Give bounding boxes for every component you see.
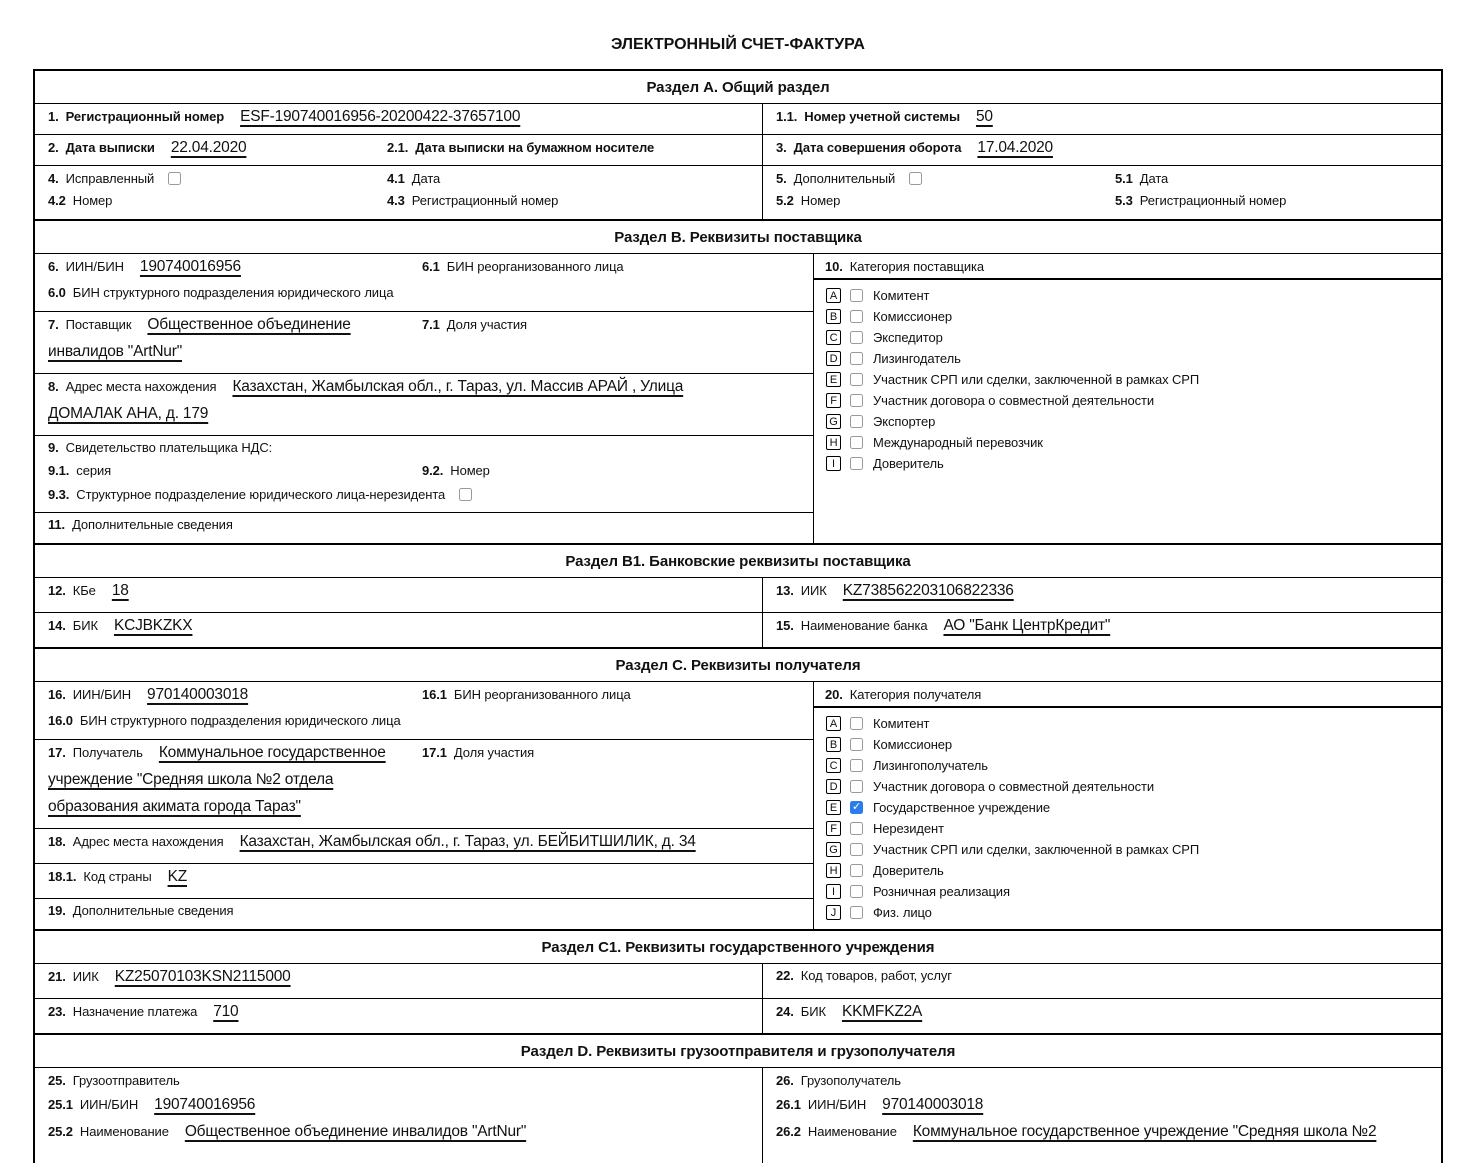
row-16 xyxy=(35,682,813,739)
row-7 xyxy=(35,311,813,373)
row-8 xyxy=(35,373,813,435)
category-checkbox[interactable] xyxy=(850,373,863,386)
section-c-body xyxy=(35,682,1441,929)
supplier-category-d: D Лизингодатель xyxy=(820,348,1441,369)
category-checkbox[interactable] xyxy=(850,843,863,856)
field-label: Регистрационный номер xyxy=(65,109,225,124)
field-value: Общественное объединение инвалидов "ArtNur" xyxy=(184,1123,527,1140)
field-value: 18 xyxy=(111,582,129,599)
row-18-1 xyxy=(35,863,813,898)
recipient-category-c: C Лизингополучатель xyxy=(820,755,1441,776)
field-recipient-iin-bin: 16. ИИН/БИН 970140003018 xyxy=(48,686,249,703)
field-value-line3: образования акимата города Тараз" xyxy=(48,798,301,815)
recipient-category-h: H Доверитель xyxy=(820,860,1441,881)
field-recipient-additional-info: 19. Дополнительные сведения xyxy=(48,903,234,918)
field-country-code: 18.1. Код страны KZ xyxy=(48,868,187,885)
supplier-category-i: I Доверитель xyxy=(820,453,1441,474)
category-checkbox[interactable] xyxy=(850,394,863,407)
field-value: KZ xyxy=(167,868,187,885)
supplier-category-c: C Экспедитор xyxy=(820,327,1441,348)
category-letter: E xyxy=(826,372,841,387)
additional-checkbox[interactable] xyxy=(909,172,922,185)
category-letter: F xyxy=(826,821,841,836)
category-letter: H xyxy=(826,435,841,450)
recipient-category-b: B Комиссионер xyxy=(820,734,1441,755)
category-checkbox[interactable] xyxy=(850,717,863,730)
field-additional-reg-number: 5.3 Регистрационный номер xyxy=(1115,193,1287,208)
category-letter: G xyxy=(826,414,841,429)
field-value: 970140003018 xyxy=(147,686,249,703)
field-recipient-structural-unit-bin: 16.0 БИН структурного подразделения юридического лица xyxy=(48,713,401,728)
section-d-header: Раздел D. Реквизиты грузоотправителя и грузополучателя xyxy=(35,1033,1441,1068)
field-iik-state: 21. ИИК KZ25070103KSN2115000 xyxy=(48,968,291,985)
field-additional-date: 5.1 Дата xyxy=(1115,171,1169,186)
field-kbe: 12. КБе 18 xyxy=(48,582,129,599)
supplier-category-a: A Комитент xyxy=(820,285,1441,306)
row-18 xyxy=(35,828,813,863)
field-turnover-date: 3. Дата совершения оборота 17.04.2020 xyxy=(776,139,1053,156)
supplier-category-header: 10. Категория поставщика xyxy=(814,254,1441,280)
field-consignee: 26. Грузополучатель xyxy=(776,1073,901,1088)
category-checkbox[interactable] xyxy=(850,801,863,814)
category-letter: J xyxy=(826,905,841,920)
recipient-category-a: A Комитент xyxy=(820,713,1441,734)
field-issue-date: 2. Дата выписки 22.04.2020 xyxy=(48,139,247,156)
recipient-category-j: J Физ. лицо xyxy=(820,902,1441,923)
category-letter: G xyxy=(826,842,841,857)
row-9 xyxy=(35,435,813,512)
field-value: Коммунальное государственное учреждение "Средняя школа №2 xyxy=(912,1123,1377,1140)
field-additional: 5. Дополнительный xyxy=(776,170,1115,186)
field-value: 190740016956 xyxy=(139,258,241,275)
recipient-category-i: I Розничная реализация xyxy=(820,881,1441,902)
section-b-header: Раздел B. Реквизиты поставщика xyxy=(35,219,1441,254)
category-checkbox[interactable] xyxy=(850,738,863,751)
category-letter: A xyxy=(826,716,841,731)
field-value: KCJBKZKX xyxy=(113,617,193,634)
row-19 xyxy=(35,898,813,929)
field-value: KZ738562203106822336 xyxy=(842,582,1014,599)
field-supplier-share: 7.1 Доля участия xyxy=(422,317,527,332)
field-value-line2: инвалидов "ArtNur" xyxy=(48,343,182,360)
field-recipient-address: 18. Адрес места нахождения Казахстан, Жамбылская обл., г. Тараз, ул. БЕЙБИТШИЛИК, д. 34 xyxy=(48,833,696,850)
category-letter: I xyxy=(826,884,841,899)
field-consignor-iin-bin: 25.1 ИИН/БИН 190740016956 xyxy=(48,1096,256,1113)
field-value: 190740016956 xyxy=(154,1096,256,1113)
field-value-line1: Казахстан, Жамбылская обл., г. Тараз, ул. Массив АРАЙ , Улица xyxy=(232,378,684,395)
row-12-13 xyxy=(35,578,1441,612)
row-6 xyxy=(35,254,813,311)
field-value: 17.04.2020 xyxy=(977,139,1053,156)
field-bank-name: 15. Наименование банка АО "Банк ЦентрКредит" xyxy=(776,617,1111,634)
field-reg-number xyxy=(48,107,749,130)
field-iik-supplier: 13. ИИК KZ738562203106822336 xyxy=(776,582,1014,599)
section-b1-header: Раздел B1. Банковские реквизиты поставщика xyxy=(35,543,1441,578)
field-supplier-iin-bin: 6. ИИН/БИН 190740016956 xyxy=(48,258,241,275)
category-letter: B xyxy=(826,737,841,752)
field-bik-supplier: 14. БИК KCJBKZKX xyxy=(48,617,193,634)
field-structural-unit-bin: 6.0 БИН структурного подразделения юридического лица xyxy=(48,285,394,300)
field-paper-issue-date: 2.1. Дата выписки на бумажном носителе xyxy=(387,140,655,155)
supplier-category-e: E Участник СРП или сделки, заключенной в рамках СРП xyxy=(820,369,1441,390)
field-corrected-number: 4.2 Номер xyxy=(48,193,113,208)
category-letter: D xyxy=(826,779,841,794)
field-num: 1. xyxy=(48,109,59,124)
supplier-category-b: B Комиссионер xyxy=(820,306,1441,327)
category-letter: C xyxy=(826,758,841,773)
supplier-category-g: G Экспортер xyxy=(820,411,1441,432)
field-value: 970140003018 xyxy=(882,1096,984,1113)
field-recipient-reorganized-bin: 16.1 БИН реорганизованного лица xyxy=(422,687,631,702)
field-value: ESF-190740016956-20200422-37657100 xyxy=(240,108,521,125)
supplier-category-h: H Международный перевозчик xyxy=(820,432,1441,453)
category-letter: I xyxy=(826,456,841,471)
field-vat-certificate: 9. Свидетельство плательщика НДС: xyxy=(48,440,273,455)
row-4-5 xyxy=(35,165,1441,219)
field-consignor-name: 25.2 Наименование Общественное объединение инвалидов "ArtNur" xyxy=(48,1123,527,1140)
section-b-body xyxy=(35,254,1441,543)
field-consignee-iin-bin: 26.1 ИИН/БИН 970140003018 xyxy=(776,1096,984,1113)
recipient-category-header: 20. Категория получателя xyxy=(814,682,1441,708)
row-2 xyxy=(35,134,1441,165)
row-1 xyxy=(35,104,1441,134)
category-letter: F xyxy=(826,393,841,408)
field-consignor: 25. Грузоотправитель xyxy=(48,1073,180,1088)
recipient-category-e: E ✓ Государственное учреждение xyxy=(820,797,1441,818)
section-a-header: Раздел A. Общий раздел xyxy=(35,71,1441,104)
row-17 xyxy=(35,739,813,828)
field-additional-number: 5.2 Номер xyxy=(776,193,841,208)
row-14-15 xyxy=(35,612,1441,647)
category-checkbox[interactable] xyxy=(850,331,863,344)
row-11 xyxy=(35,512,813,543)
category-checkbox[interactable] xyxy=(850,822,863,835)
field-vat-number: 9.2. Номер xyxy=(422,463,490,478)
field-supplier-additional-info: 11. Дополнительные сведения xyxy=(48,517,233,532)
row-21-22 xyxy=(35,964,1441,998)
field-accounting-system-number: 1.1. Номер учетной системы 50 xyxy=(776,108,993,125)
field-value: Казахстан, Жамбылская обл., г. Тараз, ул. БЕЙБИТШИЛИК, д. 34 xyxy=(239,833,696,850)
category-checkbox[interactable] xyxy=(850,457,863,470)
field-vat-series: 9.1. серия xyxy=(48,463,112,478)
field-value: 22.04.2020 xyxy=(170,139,247,156)
category-letter: C xyxy=(826,330,841,345)
field-value: АО "Банк ЦентрКредит" xyxy=(943,617,1111,634)
category-letter: E xyxy=(826,800,841,815)
category-letter: B xyxy=(826,309,841,324)
category-letter: A xyxy=(826,288,841,303)
field-consignee-name: 26.2 Наименование Коммунальное государственное учреждение "Средняя школа №2 xyxy=(776,1123,1377,1140)
category-checkbox[interactable] xyxy=(850,864,863,877)
field-value-line1: Коммунальное государственное xyxy=(158,744,386,761)
field-value: 50 xyxy=(975,108,993,125)
field-goods-code: 22. Код товаров, работ, услуг xyxy=(776,968,952,983)
consignee-block xyxy=(762,1068,1441,1163)
recipient-category-f: F Нерезидент xyxy=(820,818,1441,839)
category-letter: H xyxy=(826,863,841,878)
field-reorganized-bin: 6.1 БИН реорганизованного лица xyxy=(422,259,624,274)
category-checkbox[interactable] xyxy=(850,352,863,365)
row-23-24 xyxy=(35,998,1441,1033)
field-bik-state: 24. БИК KKMFKZ2A xyxy=(776,1003,923,1020)
category-checkbox[interactable] xyxy=(850,415,863,428)
category-letter: D xyxy=(826,351,841,366)
field-recipient-name: 17. Получатель Коммунальное государственное xyxy=(48,744,386,761)
category-checkbox[interactable] xyxy=(850,885,863,898)
category-checkbox[interactable] xyxy=(850,780,863,793)
category-checkbox[interactable] xyxy=(850,759,863,772)
field-value: 710 xyxy=(213,1003,239,1020)
category-checkbox[interactable] xyxy=(850,436,863,449)
field-corrected: 4. Исправленный xyxy=(48,170,387,186)
corrected-checkbox[interactable] xyxy=(168,172,181,185)
section-c1-header: Раздел C1. Реквизиты государственного учреждения xyxy=(35,929,1441,964)
consignor-block xyxy=(35,1068,762,1163)
field-payment-purpose: 23. Назначение платежа 710 xyxy=(48,1003,239,1020)
field-supplier-name: 7. Поставщик Общественное объединение xyxy=(48,316,351,333)
field-supplier-address: 8. Адрес места нахождения Казахстан, Жамбылская обл., г. Тараз, ул. Массив АРАЙ , Улица xyxy=(48,378,684,395)
field-corrected-date: 4.1 Дата xyxy=(387,171,441,186)
page-title: ЭЛЕКТРОННЫЙ СЧЕТ-ФАКТУРА xyxy=(611,36,865,53)
recipient-category-g: G Участник СРП или сделки, заключенной в рамках СРП xyxy=(820,839,1441,860)
field-recipient-share: 17.1 Доля участия xyxy=(422,745,535,760)
section-d-body xyxy=(35,1068,1441,1163)
category-checkbox[interactable] xyxy=(850,289,863,302)
field-corrected-reg-number: 4.3 Регистрационный номер xyxy=(387,193,559,208)
field-value-line2: ДОМАЛАК АНА, д. 179 xyxy=(48,405,209,422)
supplier-category-panel xyxy=(813,254,1441,543)
section-c-header: Раздел C. Реквизиты получателя xyxy=(35,647,1441,682)
invoice-form xyxy=(33,69,1443,1163)
field-value-line1: Общественное объединение xyxy=(147,316,351,333)
recipient-category-d: D Участник договора о совместной деятельности xyxy=(820,776,1441,797)
category-checkbox[interactable] xyxy=(850,310,863,323)
field-value-line2: учреждение "Средняя школа №2 отдела xyxy=(48,771,334,788)
nonresident-checkbox[interactable] xyxy=(459,488,472,501)
recipient-category-panel xyxy=(813,682,1441,929)
supplier-category-f: F Участник договора о совместной деятельности xyxy=(820,390,1441,411)
field-value: KKMFKZ2A xyxy=(841,1003,923,1020)
field-value: KZ25070103KSN2115000 xyxy=(114,968,291,985)
field-nonresident-structural-unit: 9.3. Структурное подразделение юридического лица-нерезидента xyxy=(48,485,800,508)
category-checkbox[interactable] xyxy=(850,906,863,919)
